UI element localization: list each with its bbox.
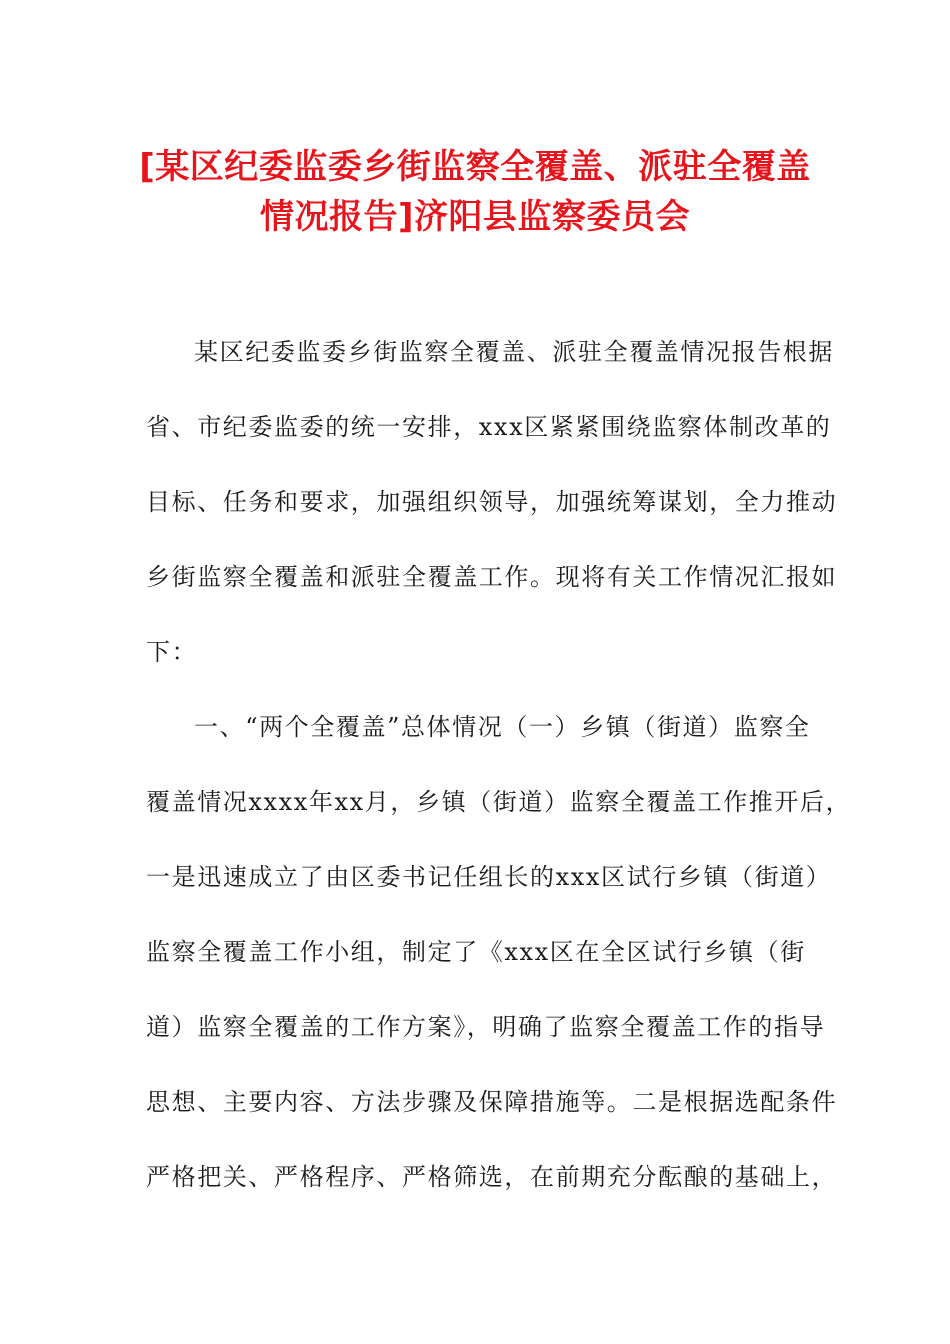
document-title	[110, 142, 840, 242]
title-line-2: 情况报告]济阳县监察委员会	[259, 197, 691, 237]
body-line: 一是迅速成立了由区委书记任组长的xxx区试行乡镇（街道）	[146, 863, 832, 891]
body-line: 一、“两个全覆盖”总体情况（一）乡镇（街道）监察全	[194, 713, 811, 741]
body-line: 下：	[146, 638, 198, 666]
body-line: 某区纪委监委乡街监察全覆盖、派驻全覆盖情况报告根据	[194, 338, 834, 366]
body-line: 覆盖情况xxxx年xx月，乡镇（街道）监察全覆盖工作推开后，	[146, 788, 852, 816]
body-line: 省、市纪委监委的统一安排，xxx区紧紧围绕监察体制改革的	[146, 413, 832, 441]
document-body	[146, 322, 852, 1222]
body-line: 目标、任务和要求，加强组织领导，加强统筹谋划，全力推动	[146, 488, 838, 516]
body-line: 思想、主要内容、方法步骤及保障措施等。二是根据选配条件	[146, 1088, 838, 1116]
body-line: 乡街监察全覆盖和派驻全覆盖工作。现将有关工作情况汇报如	[146, 563, 838, 591]
body-line: 严格把关、严格程序、严格筛选，在前期充分酝酿的基础上，	[146, 1163, 838, 1191]
body-line: 监察全覆盖工作小组，制定了《xxx区在全区试行乡镇（街	[146, 938, 806, 966]
body-line: 道）监察全覆盖的工作方案》，明确了监察全覆盖工作的指导	[146, 1013, 826, 1041]
title-line-1: [某区纪委监委乡街监察全覆盖、派驻全覆盖	[139, 147, 811, 187]
